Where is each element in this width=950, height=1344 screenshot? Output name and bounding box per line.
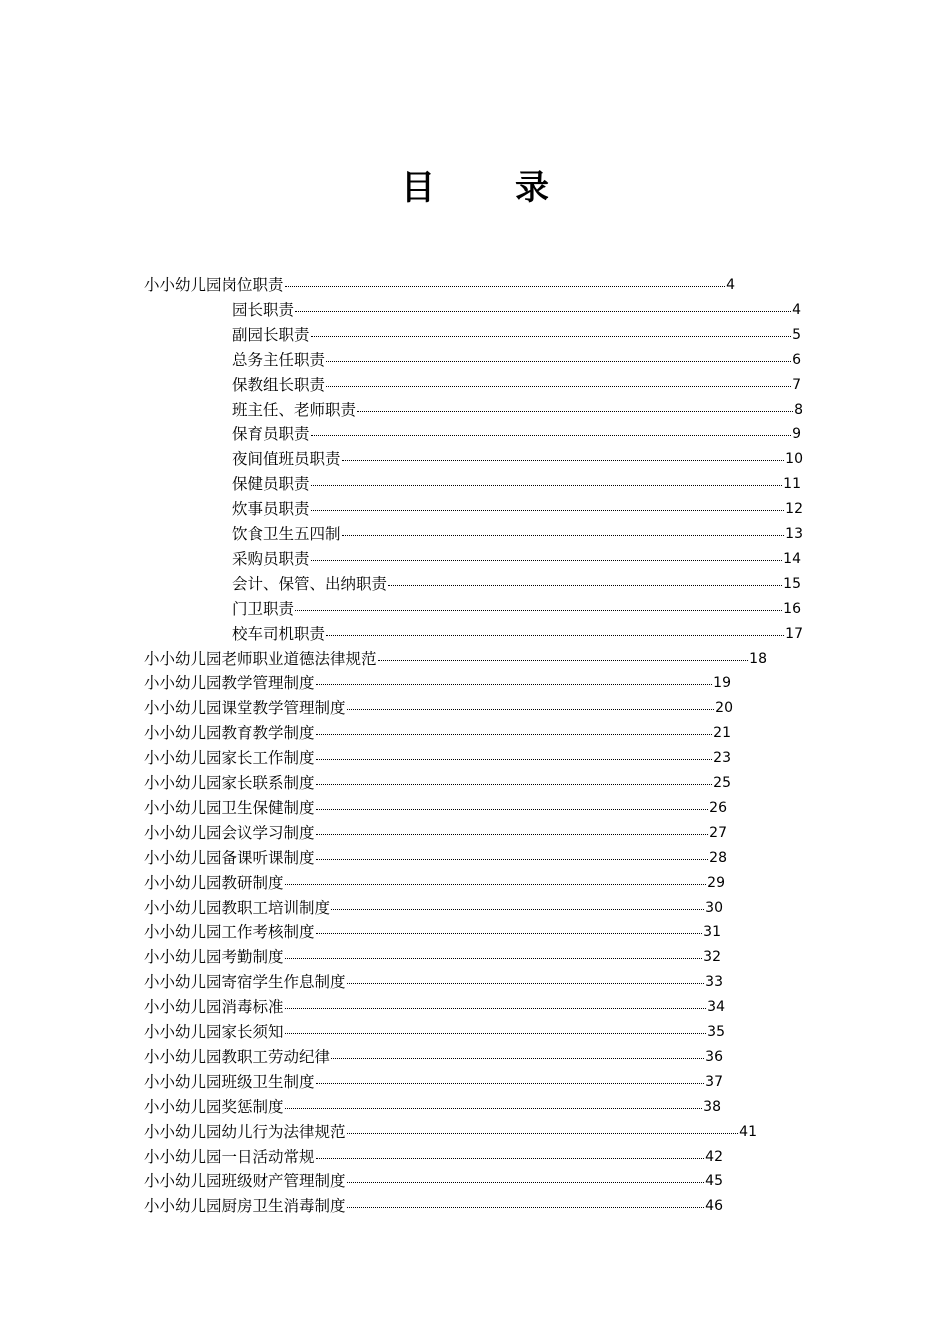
toc-entry [144,1095,721,1119]
toc-page-number: 11 [783,476,801,493]
toc-entry-title: 园长职责 [232,300,295,319]
toc-entry-title: 小小幼儿园班级财产管理制度 [144,1172,346,1191]
toc-dot-leader [325,348,792,372]
toc-entry [232,622,803,646]
toc-page-number: 5 [792,326,801,343]
toc-page-number: 25 [713,775,731,791]
toc-dot-leader [284,871,708,895]
toc-entry [144,920,721,944]
toc-dot-leader [356,398,794,422]
toc-page-number: 28 [709,849,727,866]
toc-dot-leader [325,622,785,646]
toc-entry-title: 小小幼儿园家长须知 [144,1023,284,1041]
toc-dot-leader [310,422,793,446]
toc-entry-title: 小小幼儿园课堂教学管理制度 [144,699,346,718]
toc-page-number: 20 [715,700,733,717]
toc-entry [232,472,801,496]
toc-entry-title: 夜间值班员职责 [232,450,341,469]
toc-page-number: 8 [794,401,803,418]
toc-page-number: 34 [707,999,725,1016]
toc-entry [144,273,735,297]
toc-entry [232,422,801,446]
toc-dot-leader [346,1194,706,1218]
toc-dot-leader [315,821,710,845]
toc-entry-title: 小小幼儿园家长工作制度 [144,749,315,768]
toc-page-number: 30 [705,899,723,916]
toc-entry [144,995,725,1019]
toc-page-number: 27 [709,824,727,841]
toc-entry [144,796,727,820]
toc-entry [232,348,801,372]
toc-entry [144,647,767,671]
toc-dot-leader [346,970,706,994]
toc-page-number: 29 [707,874,725,891]
toc-entry [232,597,801,621]
toc-dot-leader [294,597,783,621]
toc-entry-title: 饮食卫生五四制 [232,525,341,543]
title-char-1: 目 [401,168,435,208]
toc-entry [144,1070,723,1094]
toc-entry [144,771,731,795]
toc-entry [144,671,731,695]
toc-dot-leader [310,497,786,521]
toc-entry-title: 副园长职责 [232,325,310,344]
toc-page-number: 19 [713,675,731,692]
toc-page-number: 46 [705,1198,723,1215]
toc-page-number: 4 [726,277,735,293]
toc-entry-title: 门卫职责 [232,599,295,618]
toc-entry [144,871,725,895]
toc-dot-leader [387,572,783,596]
toc-dot-leader [315,1145,706,1169]
toc-entry-title: 小小幼儿园卫生保健制度 [144,798,315,817]
toc-page-number: 10 [785,451,803,468]
toc-entry [144,1020,725,1044]
toc-entry-title: 小小幼儿园教职工培训制度 [144,898,331,917]
toc-dot-leader [310,472,784,496]
toc-entry-title: 小小幼儿园教育教学制度 [144,724,315,743]
toc-entry-title: 保教组长职责 [232,375,326,394]
toc-page-number: 12 [785,501,803,518]
toc-entry-title: 小小幼儿园会议学习制度 [144,823,315,842]
toc-page-number: 45 [705,1173,723,1190]
toc-entry [144,1194,723,1218]
toc-dot-leader [315,796,710,820]
toc-dot-leader [346,1120,740,1144]
toc-dot-leader [315,1070,706,1094]
toc-entry [232,522,803,546]
toc-entry-title: 校车司机职责 [232,624,326,643]
toc-page-number: 33 [705,974,723,991]
toc-dot-leader [315,671,714,695]
toc-entry [144,1145,723,1169]
toc-page-number: 17 [785,625,803,642]
toc-entry-title: 班主任、老师职责 [232,400,357,419]
toc-entry-title: 小小幼儿园老师职业道德法律规范 [144,649,377,668]
toc-entry-title: 会计、保管、出纳职责 [232,574,388,593]
toc-entry [232,497,803,521]
toc-entry [144,1120,757,1144]
toc-entry [144,1169,723,1193]
toc-dot-leader [341,522,786,546]
toc-page-number: 18 [749,650,767,667]
toc-entry-title: 小小幼儿园消毒标准 [144,998,284,1017]
toc-page-number: 16 [783,600,801,617]
toc-entry [232,298,801,322]
toc-page-number: 35 [707,1024,725,1040]
toc-dot-leader [315,721,714,745]
toc-dot-leader [330,1045,705,1069]
toc-entry-title: 小小幼儿园教研制度 [144,873,284,892]
toc-entry-title: 小小幼儿园教学管理制度 [144,674,315,693]
toc-entry-title: 小小幼儿园厨房卫生消毒制度 [144,1197,346,1216]
toc-entry [144,1045,723,1069]
toc-entry-title: 小小幼儿园寄宿学生作息制度 [144,973,346,992]
toc-dot-leader [315,846,710,870]
toc-entry-title: 小小幼儿园考勤制度 [144,948,284,967]
toc-page-number: 32 [703,949,721,966]
toc-page-number: 9 [792,426,801,443]
toc-page-number: 4 [792,301,801,318]
toc-entry-title: 保健员职责 [232,475,310,494]
toc-entry-title: 采购员职责 [232,549,310,568]
toc-page-number: 26 [709,799,727,816]
toc-page-number: 13 [785,526,803,542]
toc-page-number: 7 [792,376,801,393]
toc-entry-title: 小小幼儿园岗位职责 [144,276,284,294]
toc-dot-leader [284,995,708,1019]
toc-page-number: 14 [783,550,801,567]
toc-entry-title: 小小幼儿园班级卫生制度 [144,1072,315,1091]
toc-dot-leader [346,1169,706,1193]
toc-page-number: 6 [792,351,801,368]
toc-entry-title: 保育员职责 [232,425,310,444]
toc-entry [144,970,723,994]
toc-entry-title: 炊事员职责 [232,500,310,519]
toc-dot-leader [310,547,784,571]
toc-dot-leader [284,273,727,297]
toc-entry-title: 总务主任职责 [232,350,326,369]
toc-dot-leader [325,373,792,397]
toc-dot-leader [284,945,704,969]
toc-entry [144,746,731,770]
toc-entry [232,572,801,596]
toc-entry [144,896,723,920]
toc-page-number: 42 [705,1148,723,1165]
toc-page-number: 37 [705,1073,723,1090]
toc-dot-leader [377,647,750,671]
toc-entry [144,945,721,969]
toc-entry [144,721,731,745]
toc-dot-leader [341,447,786,471]
toc-entry-title: 小小幼儿园工作考核制度 [144,923,315,942]
toc-entry-title: 小小幼儿园备课听课制度 [144,848,315,867]
toc-page-number: 31 [703,924,721,941]
toc-dot-leader [284,1020,708,1044]
toc-entry-title: 小小幼儿园幼儿行为法律规范 [144,1122,346,1141]
toc-entry [232,447,803,471]
toc-dot-leader [315,920,704,944]
toc-entry [144,696,733,720]
toc-dot-leader [315,771,714,795]
toc-entry [232,323,801,347]
title-char-2: 录 [515,168,549,208]
toc-dot-leader [346,696,716,720]
toc-entry [232,398,803,422]
toc-dot-leader [284,1095,704,1119]
toc-page-number: 36 [705,1048,723,1065]
toc-entry-title: 小小幼儿园奖惩制度 [144,1097,284,1116]
toc-entry [232,373,801,397]
toc-entry [144,821,727,845]
toc-page-number: 15 [783,575,801,592]
toc-entry [144,846,727,870]
toc-entry-title: 小小幼儿园一日活动常规 [144,1147,315,1166]
toc-dot-leader [330,896,705,920]
toc-entry-title: 小小幼儿园家长联系制度 [144,774,315,792]
toc-entry-title: 小小幼儿园教职工劳动纪律 [144,1047,331,1066]
toc-dot-leader [315,746,714,770]
toc-page-number: 23 [713,750,731,767]
toc-page-number: 38 [703,1098,721,1115]
toc-entry [232,547,801,571]
toc-page-number: 21 [713,725,731,742]
toc-dot-leader [310,323,793,347]
page-title [0,158,950,218]
toc-page-number: 41 [739,1123,757,1140]
toc-dot-leader [294,298,792,322]
